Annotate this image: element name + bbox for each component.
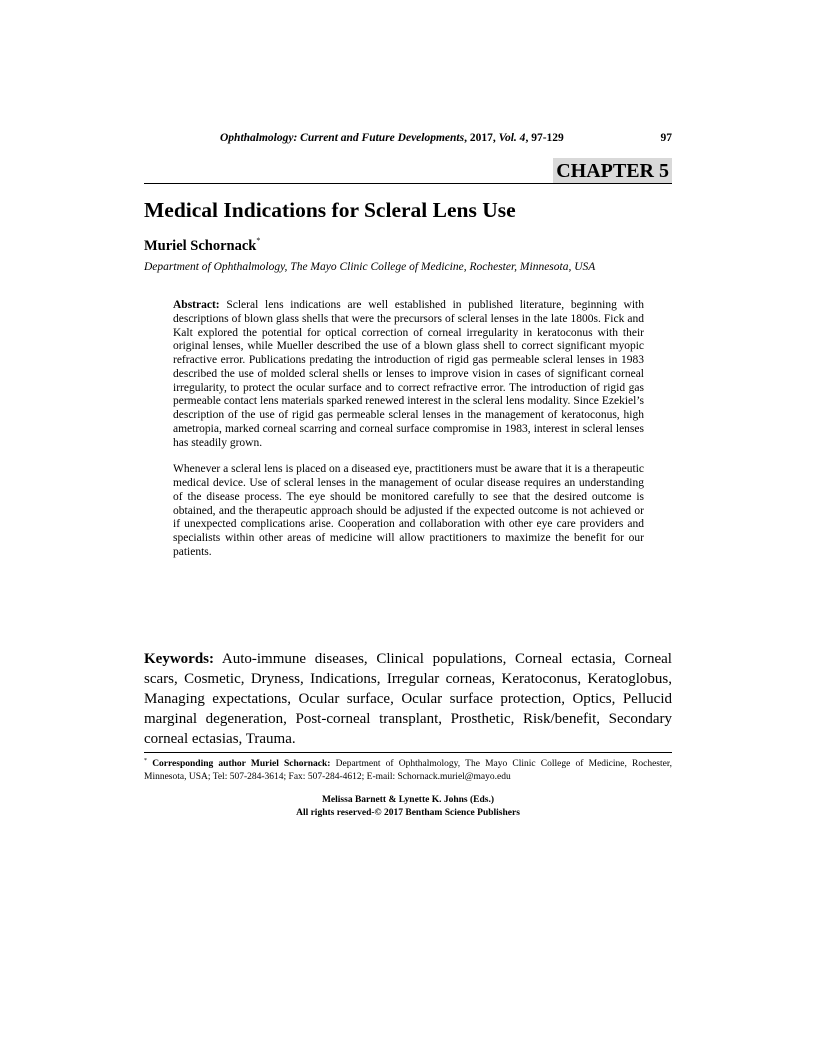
journal-year: , 2017, (464, 132, 499, 144)
affiliation: Department of Ophthalmology, The Mayo Clinic College of Medicine, Rochester, Minnesota, USA (144, 261, 596, 273)
journal-pages: , 97-129 (525, 132, 564, 144)
author-name: Muriel Schornack (144, 238, 257, 254)
page-number: 97 (660, 132, 672, 144)
journal-volume: Vol. 4 (498, 132, 526, 144)
editors: Melissa Barnett & Lynette K. Johns (Eds.) (321, 795, 495, 805)
footnote-text: Department of Ophthalmology, The Mayo Clinic College of Medicine, Rochester, Minnesota, USA; Tel: 507-284-3614; Fax: 507-284-4612; E-mail: Schornack.muriel@mayo.edu (144, 759, 673, 782)
abstract-paragraph-1 (173, 299, 644, 450)
abstract (173, 299, 644, 573)
chapter-divider (144, 183, 672, 184)
footnote-divider (144, 752, 672, 753)
publisher-block (144, 794, 672, 819)
keywords-label: Keywords: (144, 651, 214, 667)
abstract-text-1: Scleral lens indications are well established in published literature, beginning with descriptions of blown glass shells that were the precursors of scleral lenses in the late 1800s. Fick and Kalt explored the potential for optical correction of corneal irregularity in keratoconus with their original lenses, while Mueller described the use of a blown glass shell to correct significant myopic refractive error. Publications predating the introduction of rigid gas permeable scleral lenses in 1983 described the use of molded scleral shells or lenses to improve vision in cases of significant corneal irregularity, to protect the ocular surface and to correct refractive error. The introduction of rigid gas permeable contact lens materials sparked renewed interest in the scleral lens modality. Since Ezekiel’s description of the use of rigid gas permeable scleral lenses in the management of keratoconus, high ametropia, marked corneal scarring and corneal surface compromise in 1983, interest in scleral lenses has steadily grown. (173, 299, 644, 449)
copyright: All rights reserved-© 2017 Bentham Science Publishers (296, 807, 520, 818)
author-footnote-mark[interactable]: * (256, 236, 261, 245)
footnote-mark: * (144, 758, 147, 764)
abstract-label: Abstract: (173, 299, 220, 311)
abstract-paragraph-2: Whenever a scleral lens is placed on a diseased eye, practitioners must be aware that it is a therapeutic medical device. Use of scleral lenses in the management of ocular disease requires an understanding of the disease process. The eye should be monitored carefully to see that the desired outcome is obtained, and the therapeutic approach should be adjusted if the expected outcome is not achieved or if unexpected complications arise. Cooperation and collaboration with other eye care providers and specialists within other areas of medicine will allow practitioners to maximize the benefit for our patients. (173, 463, 644, 558)
chapter-label: CHAPTER 5 (553, 158, 672, 183)
keywords (144, 649, 672, 749)
keywords-text: Auto-immune diseases, Clinical populations, Corneal ectasia, Corneal scars, Cosmetic, Dryness, Indications, Irregular corneas, Keratoconus, Keratoglobus, Managing expectations, Ocular surface, Ocular surface protection, Optics, Pellucid marginal degeneration, Post-corneal transplant, Prosthetic, Risk/benefit, Secondary corneal ectasias, Trauma. (144, 651, 672, 747)
author (144, 236, 260, 255)
page-title: Medical Indications for Scleral Lens Use (144, 198, 516, 222)
footnote-label: Corresponding author Muriel Schornack: (152, 759, 331, 769)
journal-title: Ophthalmology: Current and Future Developments (220, 132, 465, 144)
footnote (144, 755, 672, 783)
journal-citation (220, 132, 564, 144)
